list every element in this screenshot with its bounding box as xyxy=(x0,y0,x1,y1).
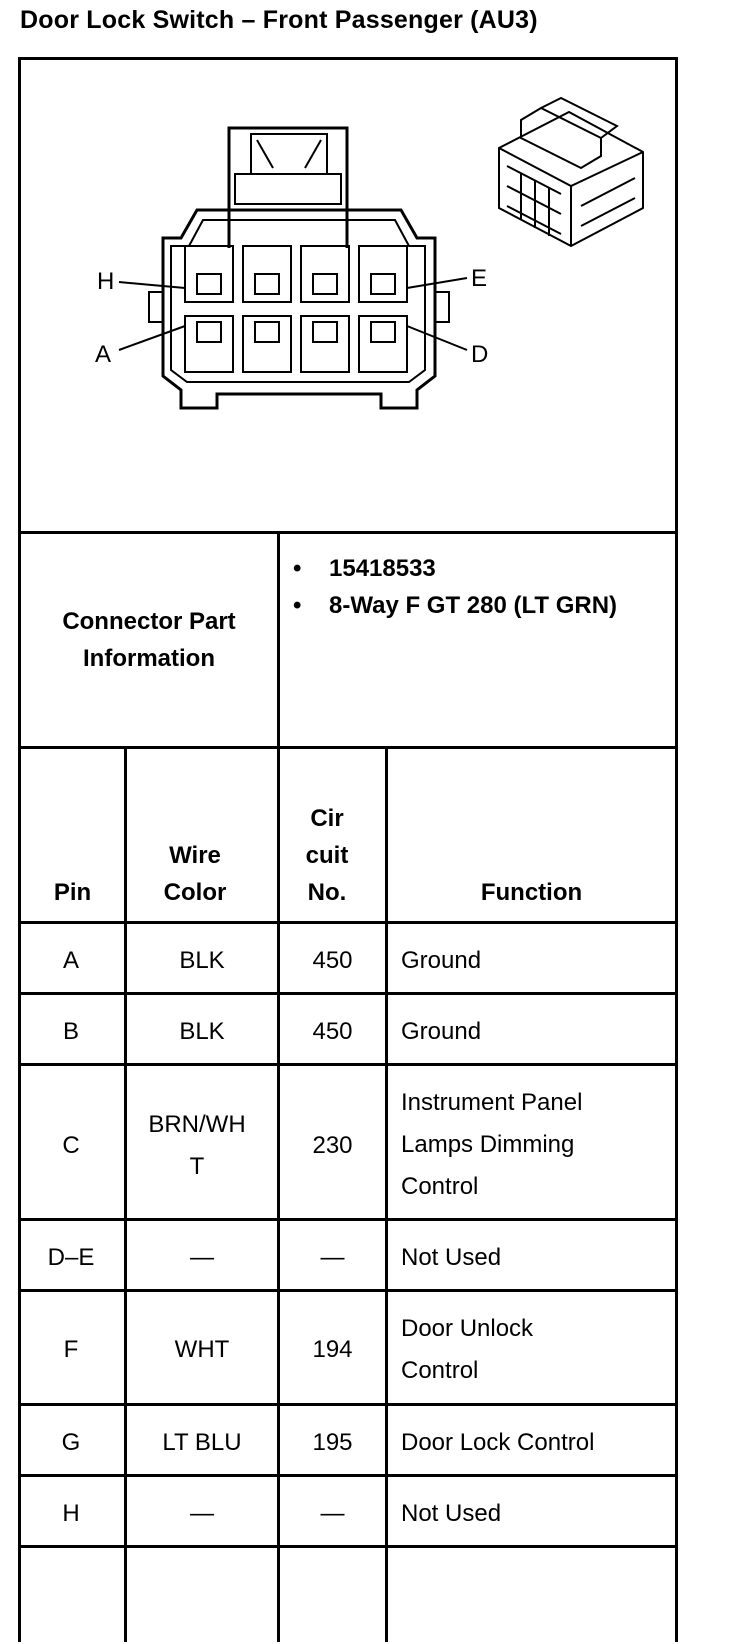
circuit-cell: — xyxy=(320,1244,345,1271)
connector-part-info-label xyxy=(21,534,280,746)
header-function: Function xyxy=(480,879,583,906)
row-divider xyxy=(21,1289,675,1292)
circuit-cell: 230 xyxy=(312,1132,353,1159)
pin-label-e: E xyxy=(471,265,488,292)
function-cell: Door Unlock Control xyxy=(401,1315,534,1384)
pin-cell: F xyxy=(63,1336,79,1363)
pin-label-h: H xyxy=(97,268,115,295)
row-divider xyxy=(21,992,675,995)
pin-cell: B xyxy=(62,1018,79,1045)
connector-type: 8-Way F GT 280 (LT GRN) xyxy=(329,592,618,619)
wire-color-cell: — xyxy=(190,1500,214,1527)
function-cell: Ground xyxy=(401,947,482,974)
row-divider xyxy=(21,1218,675,1221)
pin-label-a: A xyxy=(95,341,112,368)
connector-part-info-section xyxy=(21,534,675,749)
pin-cell: H xyxy=(62,1500,80,1527)
connector-face-diagram xyxy=(21,60,675,531)
header-wire-color: Wire Color xyxy=(163,842,227,906)
row-divider xyxy=(21,921,675,924)
row-divider xyxy=(21,1545,675,1548)
row-divider xyxy=(21,1403,675,1406)
function-cell: Ground xyxy=(401,1018,482,1045)
cavity-row-top xyxy=(185,246,407,302)
pin-cell: C xyxy=(62,1132,80,1159)
part-number-item: • 15418533 xyxy=(293,555,436,582)
wire-color-cell: BRN/WHT xyxy=(148,1111,246,1180)
wire-color-cell: WHT xyxy=(174,1336,230,1363)
circuit-cell: 450 xyxy=(312,1018,353,1045)
wire-color-cell: LT BLU xyxy=(162,1429,242,1456)
pin-cell: G xyxy=(61,1429,81,1456)
wire-color-cell: BLK xyxy=(179,1018,225,1045)
connector-diagram-area xyxy=(21,60,675,534)
connector-isometric-view xyxy=(499,98,643,246)
function-cell: Not Used xyxy=(401,1500,502,1527)
connector-part-info-label-text: Connector Part Information xyxy=(62,608,236,672)
header-pin: Pin xyxy=(53,879,92,906)
cavity-row-bottom xyxy=(185,316,407,372)
circuit-cell: — xyxy=(320,1500,345,1527)
circuit-cell: 450 xyxy=(312,947,353,974)
part-number: 15418533 xyxy=(329,555,436,582)
pin-label-d: D xyxy=(471,341,489,368)
pinout-table-frame xyxy=(18,57,678,1642)
wire-color-cell: BLK xyxy=(179,947,225,974)
pin-cell: D–E xyxy=(47,1244,95,1271)
circuit-cell: 194 xyxy=(312,1336,353,1363)
wire-color-cell: — xyxy=(190,1244,214,1271)
row-divider xyxy=(21,1063,675,1066)
connector-part-info-list xyxy=(293,550,663,624)
pin-cell: A xyxy=(62,947,79,974)
connector-type-item: • 8-Way F GT 280 (LT GRN) xyxy=(293,592,618,619)
circuit-cell: 195 xyxy=(312,1429,353,1456)
function-cell: Door Lock Control xyxy=(401,1429,595,1456)
function-cell: Instrument Panel Lamps Dimming Control xyxy=(401,1089,583,1200)
row-divider xyxy=(21,1474,675,1477)
header-circuit-no: Cir cuit No. xyxy=(305,805,349,906)
function-cell: Not Used xyxy=(401,1244,502,1271)
page-title: Door Lock Switch – Front Passenger (AU3) xyxy=(20,6,538,34)
